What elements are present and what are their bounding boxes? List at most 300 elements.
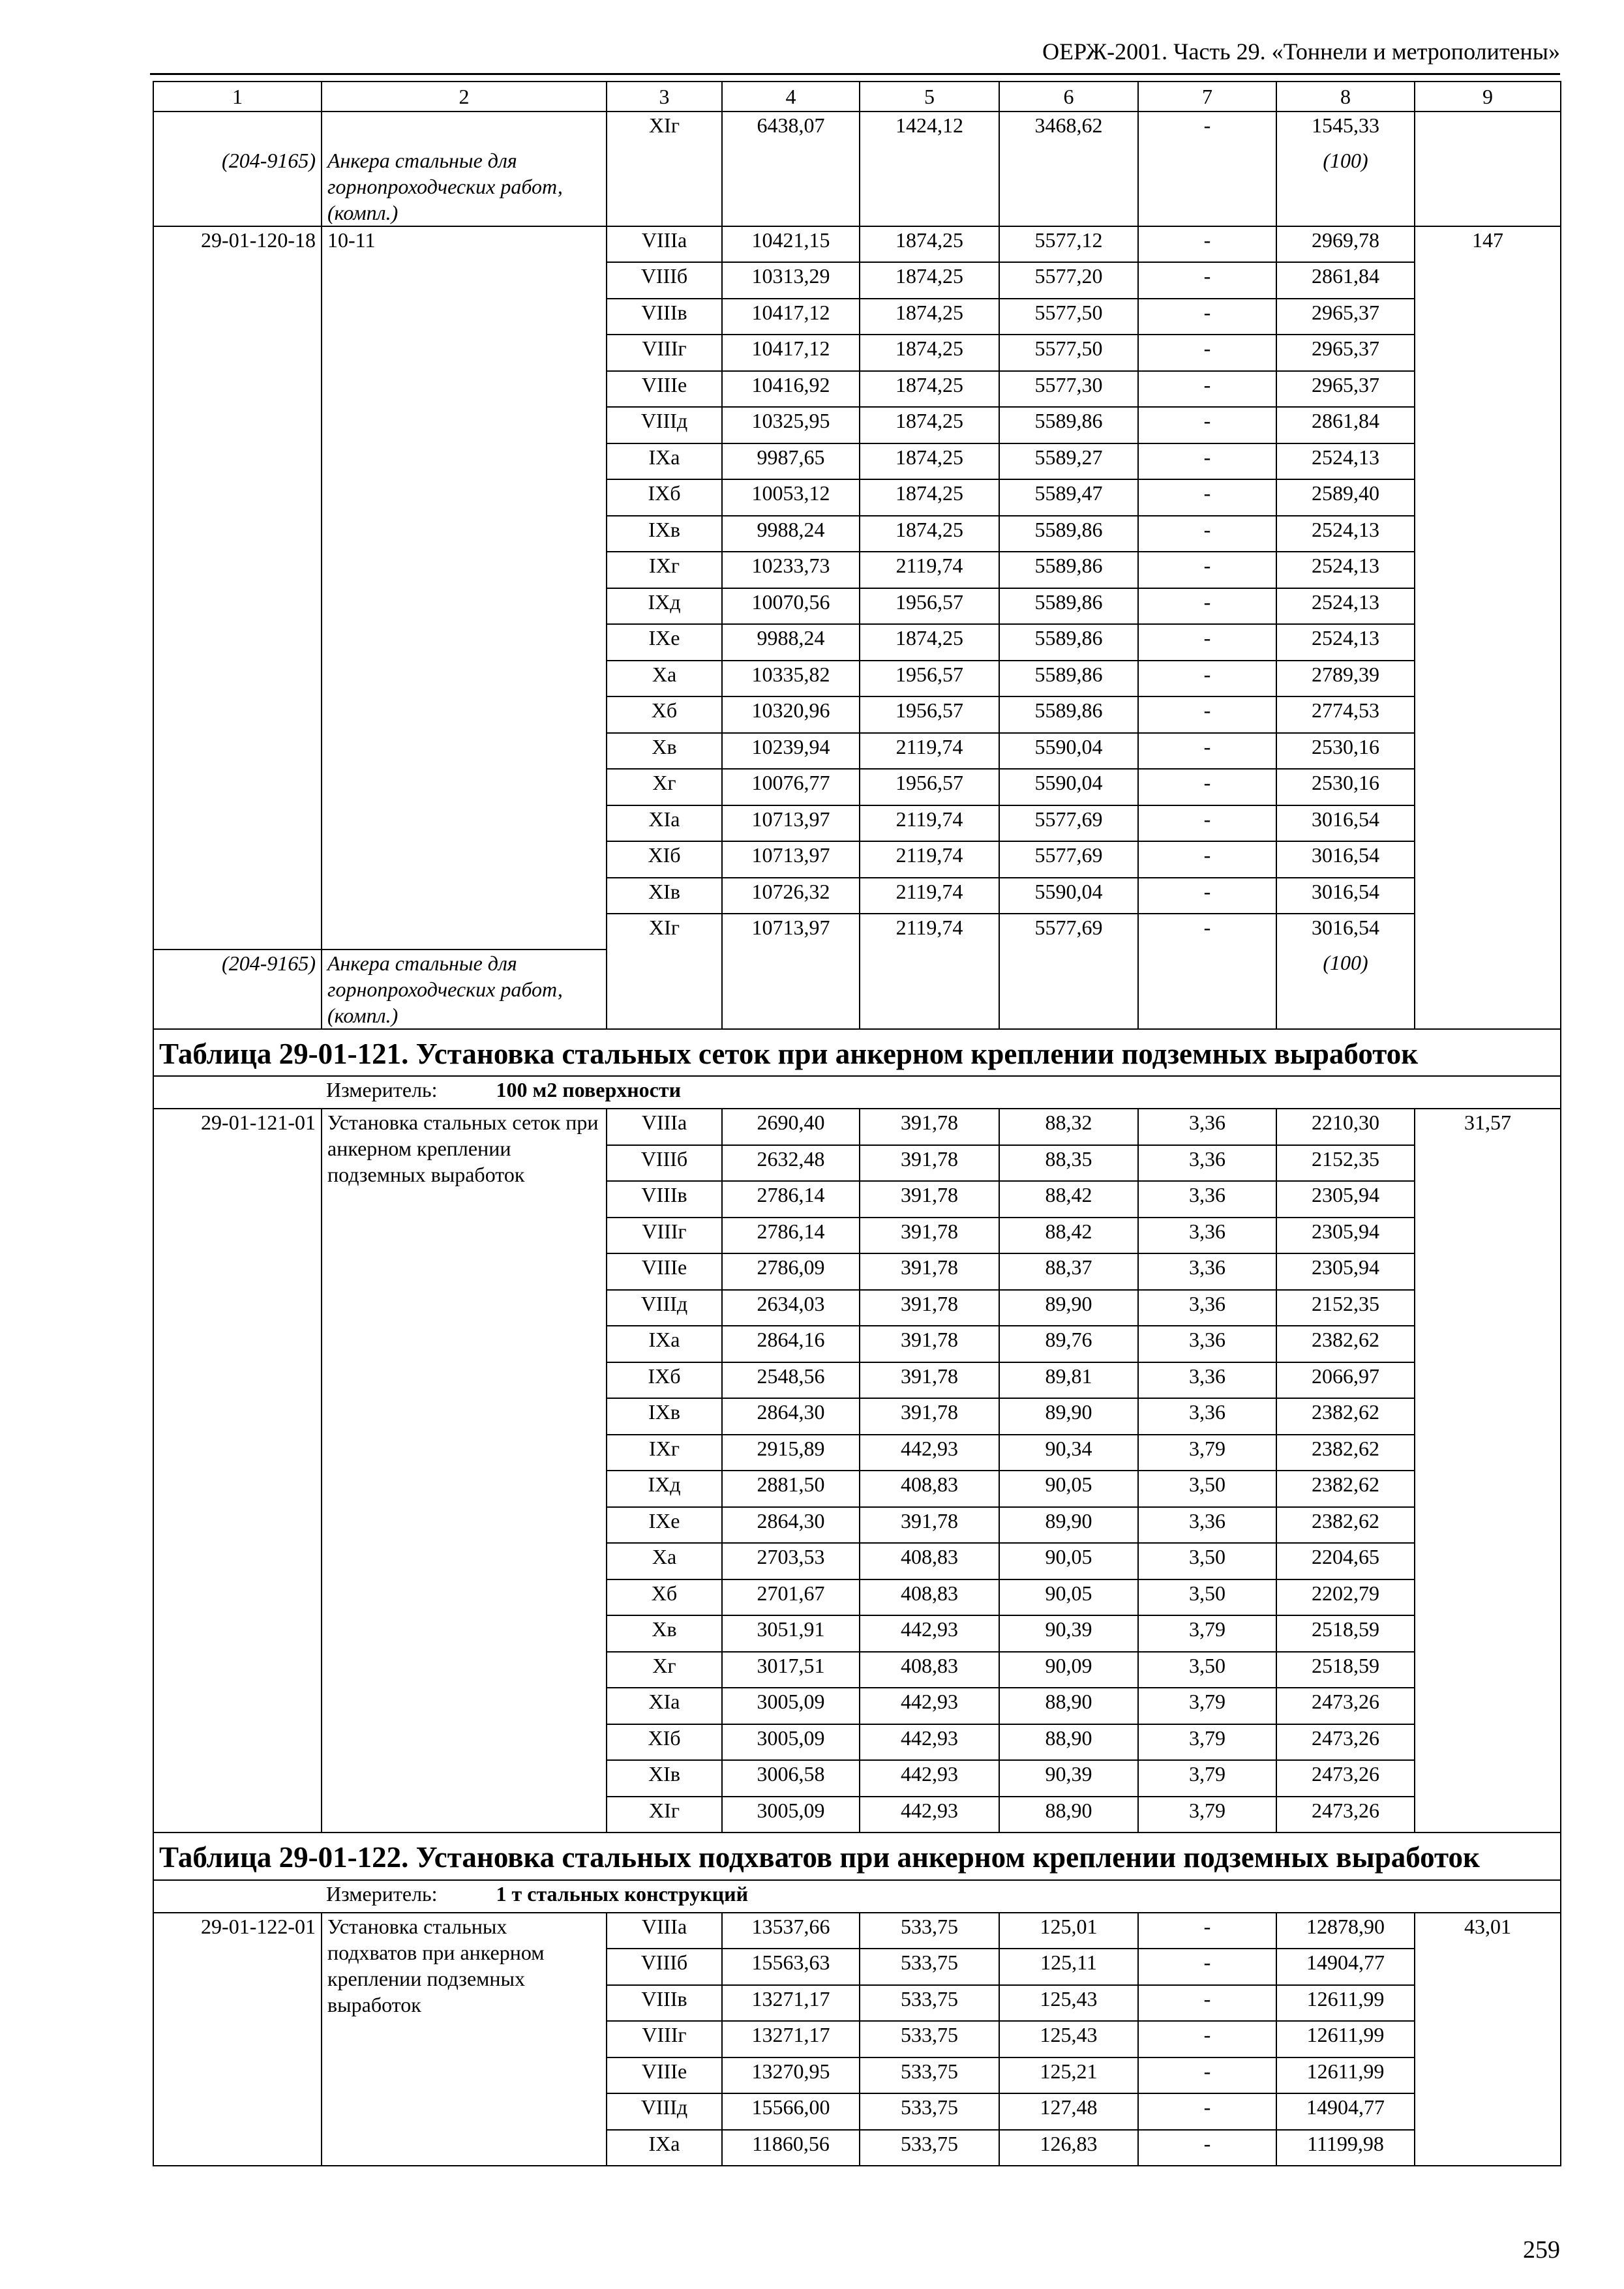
value-c5: 408,83	[860, 1543, 999, 1579]
value-c6: 90,34	[999, 1435, 1138, 1471]
value-c4: 2915,89	[722, 1435, 860, 1471]
value-c6: 88,42	[999, 1218, 1138, 1254]
value-c7: 3,36	[1138, 1507, 1276, 1544]
value-c4: 2701,67	[722, 1579, 860, 1616]
resource-group: IXб	[607, 479, 722, 516]
value-c6: 90,05	[999, 1579, 1138, 1616]
resource-group: IXд	[607, 1471, 722, 1507]
column-number: 1	[153, 82, 322, 112]
value-c5: 1956,57	[860, 696, 999, 733]
value-c5: 533,75	[860, 2093, 999, 2130]
value-c8: 2204,65	[1276, 1543, 1415, 1579]
value-c4: 6438,07	[722, 112, 860, 147]
value-c7: 3,36	[1138, 1362, 1276, 1399]
value-c8: 1545,33	[1276, 112, 1415, 147]
value-c5: 391,78	[860, 1326, 999, 1362]
empty-cell	[999, 950, 1138, 1029]
value-c7: 3,36	[1138, 1290, 1276, 1326]
value-c8: 12611,99	[1276, 2057, 1415, 2094]
value-c5: 1956,57	[860, 588, 999, 625]
rate-name: Установка стальных сеток при анкерном креплении подземных выработок	[322, 1109, 607, 1833]
value-c8: 2789,39	[1276, 661, 1415, 697]
resource-group: XIб	[607, 1724, 722, 1761]
value-c7: -	[1138, 805, 1276, 842]
page-header: ОЕРЖ-2001. Часть 29. «Тоннели и метрополитены»	[1042, 38, 1560, 65]
column-number: 5	[860, 82, 999, 112]
value-c5: 2119,74	[860, 878, 999, 914]
resource-group: Xб	[607, 1579, 722, 1616]
value-c5: 533,75	[860, 2130, 999, 2166]
value-c5: 391,78	[860, 1253, 999, 1290]
resource-group: XIа	[607, 805, 722, 842]
value-c5: 1874,25	[860, 443, 999, 480]
resource-group: VIIIб	[607, 1145, 722, 1182]
resource-group: VIIIе	[607, 2057, 722, 2094]
value-c8: 2774,53	[1276, 696, 1415, 733]
value-c6: 89,90	[999, 1398, 1138, 1435]
column-number: 7	[1138, 82, 1276, 112]
column-number-row	[153, 82, 1561, 112]
material-code: (204-9165)	[153, 147, 322, 226]
value-c4: 11860,56	[722, 2130, 860, 2166]
measure-cell	[153, 1880, 1561, 1913]
value-c7: -	[1138, 407, 1276, 443]
resource-group: IXе	[607, 1507, 722, 1544]
value-c8: 2382,62	[1276, 1398, 1415, 1435]
resource-group: XIв	[607, 878, 722, 914]
resource-group: VIIIе	[607, 1253, 722, 1290]
empty-cell	[999, 147, 1138, 226]
value-c6: 5577,30	[999, 371, 1138, 408]
value-c7: 3,79	[1138, 1688, 1276, 1724]
value-c8: 14904,77	[1276, 1949, 1415, 1985]
value-c7: 3,36	[1138, 1109, 1276, 1145]
material-name: Анкера стальные для горнопроходческих работ, (компл.)	[322, 950, 607, 1029]
value-c6: 88,90	[999, 1688, 1138, 1724]
value-c5: 408,83	[860, 1652, 999, 1688]
value-c8: 2969,78	[1276, 226, 1415, 263]
resource-group: VIIIд	[607, 407, 722, 443]
resource-group: XIг	[607, 914, 722, 950]
value-c4: 2786,14	[722, 1218, 860, 1254]
value-c7: -	[1138, 2130, 1276, 2166]
value-c4: 10053,12	[722, 479, 860, 516]
value-c5: 442,93	[860, 1435, 999, 1471]
rate-name: Установка стальных подхватов при анкерном креплении подземных выработок	[322, 1913, 607, 2166]
value-c6: 90,39	[999, 1760, 1138, 1797]
value-c8: 2518,59	[1276, 1615, 1415, 1652]
empty-cell	[607, 950, 722, 1029]
value-c5: 408,83	[860, 1579, 999, 1616]
resource-group: VIIIе	[607, 371, 722, 408]
column-number: 4	[722, 82, 860, 112]
value-c7: -	[1138, 1985, 1276, 2022]
value-c5: 1874,25	[860, 299, 999, 335]
value-c8: 2473,26	[1276, 1797, 1415, 1833]
value-c8: 2524,13	[1276, 624, 1415, 661]
value-c7: 3,36	[1138, 1181, 1276, 1218]
value-c7: -	[1138, 661, 1276, 697]
value-c4: 3005,09	[722, 1688, 860, 1724]
value-c8: 2382,62	[1276, 1507, 1415, 1544]
value-c8: 11199,98	[1276, 2130, 1415, 2166]
value-c5: 391,78	[860, 1362, 999, 1399]
value-c4: 2864,16	[722, 1326, 860, 1362]
resource-group: VIIIд	[607, 1290, 722, 1326]
value-c6: 5577,20	[999, 262, 1138, 299]
value-c5: 442,93	[860, 1760, 999, 1797]
value-c5: 1874,25	[860, 371, 999, 408]
value-c6: 88,42	[999, 1181, 1138, 1218]
value-c7: -	[1138, 588, 1276, 625]
value-c5: 442,93	[860, 1688, 999, 1724]
value-c8: 2965,37	[1276, 299, 1415, 335]
value-c8: 2473,26	[1276, 1724, 1415, 1761]
value-c8: 2382,62	[1276, 1435, 1415, 1471]
value-c4: 10713,97	[722, 805, 860, 842]
code-cell	[153, 112, 322, 147]
value-c4: 10070,56	[722, 588, 860, 625]
column-number: 6	[999, 82, 1138, 112]
value-c4: 13271,17	[722, 1985, 860, 2022]
value-c8: 12878,90	[1276, 1913, 1415, 1949]
value-c7: -	[1138, 299, 1276, 335]
column-number: 3	[607, 82, 722, 112]
value-c8: 2473,26	[1276, 1760, 1415, 1797]
value-c4: 10320,96	[722, 696, 860, 733]
empty-cell	[607, 147, 722, 226]
value-c4: 2881,50	[722, 1471, 860, 1507]
value-c7: -	[1138, 878, 1276, 914]
resource-group: VIIIв	[607, 1181, 722, 1218]
resource-group: Xг	[607, 769, 722, 805]
empty-cell	[860, 147, 999, 226]
table-row	[153, 112, 1561, 147]
value-c5: 1874,25	[860, 479, 999, 516]
value-c4: 3005,09	[722, 1797, 860, 1833]
value-c4: 2634,03	[722, 1290, 860, 1326]
header-rule	[150, 73, 1560, 75]
value-c5: 2119,74	[860, 733, 999, 770]
measure	[159, 1881, 1555, 1907]
value-c5: 442,93	[860, 1724, 999, 1761]
value-c5: 391,78	[860, 1218, 999, 1254]
value-c4: 13537,66	[722, 1913, 860, 1949]
value-c5: 408,83	[860, 1471, 999, 1507]
value-c8: 3016,54	[1276, 805, 1415, 842]
value-c5: 533,75	[860, 2057, 999, 2094]
value-c7: -	[1138, 552, 1276, 588]
value-c7: -	[1138, 371, 1276, 408]
value-c7: 3,79	[1138, 1760, 1276, 1797]
value-c6: 125,43	[999, 1985, 1138, 2022]
value-c8: 2152,35	[1276, 1290, 1415, 1326]
resource-group: Xв	[607, 733, 722, 770]
value-c5: 533,75	[860, 1913, 999, 1949]
value-c6: 5589,86	[999, 661, 1138, 697]
table-title-row	[153, 1833, 1561, 1880]
resource-group: VIIIв	[607, 1985, 722, 2022]
value-c8: 2305,94	[1276, 1218, 1415, 1254]
value-c6: 88,90	[999, 1797, 1138, 1833]
material-code: (204-9165)	[153, 950, 322, 1029]
resource-group: Xг	[607, 1652, 722, 1688]
value-c7: -	[1138, 443, 1276, 480]
value-c6: 3468,62	[999, 112, 1138, 147]
value-c7: -	[1138, 914, 1276, 950]
value-c6: 5577,69	[999, 841, 1138, 878]
value-c5: 1874,25	[860, 262, 999, 299]
resource-group: VIIIа	[607, 1109, 722, 1145]
value-c7: 3,79	[1138, 1615, 1276, 1652]
empty-cell	[860, 950, 999, 1029]
value-c4: 3017,51	[722, 1652, 860, 1688]
measure-value: 1 т стальных конструкций	[496, 1881, 749, 1906]
table-row	[153, 1913, 1561, 1949]
value-c8: 2524,13	[1276, 588, 1415, 625]
value-c6: 5589,27	[999, 443, 1138, 480]
measure-label: Измеритель:	[326, 1881, 438, 1906]
value-c7: 3,36	[1138, 1218, 1276, 1254]
value-c7: 3,36	[1138, 1253, 1276, 1290]
resource-group: Xа	[607, 661, 722, 697]
empty-cell	[1138, 147, 1276, 226]
value-c5: 2119,74	[860, 841, 999, 878]
value-c6: 5589,86	[999, 696, 1138, 733]
value-c6: 88,32	[999, 1109, 1138, 1145]
value-c7: -	[1138, 516, 1276, 552]
value-c6: 89,81	[999, 1362, 1138, 1399]
value-c7: -	[1138, 262, 1276, 299]
value-c4: 3006,58	[722, 1760, 860, 1797]
value-c8: 2524,13	[1276, 516, 1415, 552]
value-c4: 10233,73	[722, 552, 860, 588]
value-c9: 147	[1415, 226, 1561, 1029]
value-c6: 5577,50	[999, 299, 1138, 335]
table-title: Таблица 29-01-121. Установка стальных сеток при анкерном креплении подземных выработок	[153, 1029, 1561, 1077]
value-c7: -	[1138, 733, 1276, 770]
table-row	[153, 1109, 1561, 1145]
empty-cell	[722, 147, 860, 226]
value-c5: 533,75	[860, 2021, 999, 2057]
value-c6: 5589,86	[999, 588, 1138, 625]
value-c4: 10421,15	[722, 226, 860, 263]
value-c7: -	[1138, 624, 1276, 661]
value-c4: 2864,30	[722, 1398, 860, 1435]
value-c7: -	[1138, 1913, 1276, 1949]
value-c6: 90,05	[999, 1471, 1138, 1507]
value-c8: 2861,84	[1276, 262, 1415, 299]
value-c6: 5589,86	[999, 552, 1138, 588]
resource-group: IXа	[607, 1326, 722, 1362]
resource-group: IXд	[607, 588, 722, 625]
value-c7: -	[1138, 226, 1276, 263]
material-qty: (100)	[1276, 147, 1415, 226]
value-c6: 127,48	[999, 2093, 1138, 2130]
value-c8: 2152,35	[1276, 1145, 1415, 1182]
value-c7: 3,50	[1138, 1543, 1276, 1579]
resource-group: XIа	[607, 1688, 722, 1724]
resource-group: IXа	[607, 2130, 722, 2166]
value-c7: -	[1138, 2093, 1276, 2130]
rate-code: 29-01-121-01	[153, 1109, 322, 1833]
resource-group: IXг	[607, 1435, 722, 1471]
value-c5: 2119,74	[860, 914, 999, 950]
value-c5: 1874,25	[860, 335, 999, 371]
value-c6: 5589,86	[999, 624, 1138, 661]
value-c8: 14904,77	[1276, 2093, 1415, 2130]
value-c7: -	[1138, 769, 1276, 805]
resource-group: VIIIг	[607, 2021, 722, 2057]
value-c7: 3,36	[1138, 1326, 1276, 1362]
value-c6: 5589,86	[999, 407, 1138, 443]
value-c5: 1424,12	[860, 112, 999, 147]
value-c5: 391,78	[860, 1290, 999, 1326]
value-c4: 10313,29	[722, 262, 860, 299]
resource-group: VIIIб	[607, 1949, 722, 1985]
resource-group: IXе	[607, 624, 722, 661]
value-c8: 2530,16	[1276, 769, 1415, 805]
value-c7: -	[1138, 841, 1276, 878]
value-c4: 10417,12	[722, 299, 860, 335]
resource-group: VIIIв	[607, 299, 722, 335]
resource-group: IXв	[607, 1398, 722, 1435]
value-c6: 89,90	[999, 1507, 1138, 1544]
value-c5: 1874,25	[860, 516, 999, 552]
rate-code: 29-01-120-18	[153, 226, 322, 950]
resource-group: XIг	[607, 1797, 722, 1833]
value-c4: 2864,30	[722, 1507, 860, 1544]
value-c4: 2632,48	[722, 1145, 860, 1182]
value-c7: -	[1138, 335, 1276, 371]
value-c8: 2382,62	[1276, 1471, 1415, 1507]
value-c5: 442,93	[860, 1615, 999, 1652]
value-c8: 2202,79	[1276, 1579, 1415, 1616]
resource-group: XIг	[607, 112, 722, 147]
value-c9: 43,01	[1415, 1913, 1561, 2166]
value-c8: 3016,54	[1276, 914, 1415, 950]
resource-group: VIIIб	[607, 262, 722, 299]
rate-code: 29-01-122-01	[153, 1913, 322, 2166]
value-c8: 3016,54	[1276, 841, 1415, 878]
value-c8: 2965,37	[1276, 371, 1415, 408]
value-c4: 13271,17	[722, 2021, 860, 2057]
value-c6: 89,90	[999, 1290, 1138, 1326]
value-c6: 89,76	[999, 1326, 1138, 1362]
value-c7: -	[1138, 696, 1276, 733]
value-c4: 2786,14	[722, 1181, 860, 1218]
empty-cell	[1415, 147, 1561, 226]
measure-row	[153, 1880, 1561, 1913]
value-c6: 5590,04	[999, 733, 1138, 770]
value-c8: 2473,26	[1276, 1688, 1415, 1724]
value-c6: 90,05	[999, 1543, 1138, 1579]
value-c7: -	[1138, 479, 1276, 516]
table-row	[153, 226, 1561, 263]
material-row	[153, 147, 1561, 226]
value-c4: 2786,09	[722, 1253, 860, 1290]
value-c4: 2690,40	[722, 1109, 860, 1145]
table-title: Таблица 29-01-122. Установка стальных подхватов при анкерном креплении подземных выработок	[153, 1833, 1561, 1880]
value-c6: 5590,04	[999, 769, 1138, 805]
value-c4: 3051,91	[722, 1615, 860, 1652]
value-c7: 3,36	[1138, 1398, 1276, 1435]
value-c8: 2861,84	[1276, 407, 1415, 443]
value-c6: 126,83	[999, 2130, 1138, 2166]
value-c7: -	[1138, 1949, 1276, 1985]
value-c5: 533,75	[860, 1985, 999, 2022]
value-c8: 2530,16	[1276, 733, 1415, 770]
resource-group: VIIIг	[607, 335, 722, 371]
value-c4: 10076,77	[722, 769, 860, 805]
value-c8: 3016,54	[1276, 878, 1415, 914]
value-c6: 125,43	[999, 2021, 1138, 2057]
resource-group: Xа	[607, 1543, 722, 1579]
value-c4: 10325,95	[722, 407, 860, 443]
value-c5: 391,78	[860, 1398, 999, 1435]
value-c7: 3,50	[1138, 1471, 1276, 1507]
value-c5: 391,78	[860, 1145, 999, 1182]
table-title-row	[153, 1029, 1561, 1077]
value-c6: 90,39	[999, 1615, 1138, 1652]
resource-group: VIIIа	[607, 1913, 722, 1949]
value-c8: 12611,99	[1276, 1985, 1415, 2022]
value-c4: 15566,00	[722, 2093, 860, 2130]
value-c4: 9988,24	[722, 624, 860, 661]
value-c8: 2518,59	[1276, 1652, 1415, 1688]
page-number: 259	[1523, 2236, 1560, 2264]
value-c4: 10417,12	[722, 335, 860, 371]
value-c6: 90,09	[999, 1652, 1138, 1688]
value-c4: 2548,56	[722, 1362, 860, 1399]
value-c6: 88,37	[999, 1253, 1138, 1290]
resource-group: XIв	[607, 1760, 722, 1797]
value-c8: 2524,13	[1276, 443, 1415, 480]
resource-group: IXг	[607, 552, 722, 588]
column-number: 9	[1415, 82, 1561, 112]
material-row	[153, 950, 1561, 1029]
resource-group: Xв	[607, 1615, 722, 1652]
value-c7: -	[1138, 112, 1276, 147]
measure-row	[153, 1076, 1561, 1109]
rate-name: 10-11	[322, 226, 607, 950]
value-c5: 2119,74	[860, 805, 999, 842]
value-c6: 5589,86	[999, 516, 1138, 552]
value-c6: 5577,69	[999, 805, 1138, 842]
value-c4: 9988,24	[722, 516, 860, 552]
value-c6: 5577,12	[999, 226, 1138, 263]
value-c4: 2703,53	[722, 1543, 860, 1579]
value-c6: 5577,50	[999, 335, 1138, 371]
resource-group: IXб	[607, 1362, 722, 1399]
resource-group: XIб	[607, 841, 722, 878]
value-c8: 2965,37	[1276, 335, 1415, 371]
value-c6: 5589,47	[999, 479, 1138, 516]
material-qty: (100)	[1276, 950, 1415, 1029]
rates-table	[153, 81, 1561, 2166]
value-c4: 10726,32	[722, 878, 860, 914]
value-c7: 3,50	[1138, 1579, 1276, 1616]
value-c4: 9987,65	[722, 443, 860, 480]
value-c6: 125,11	[999, 1949, 1138, 1985]
empty-cell	[722, 950, 860, 1029]
resource-group: VIIIа	[607, 226, 722, 263]
value-c5: 533,75	[860, 1949, 999, 1985]
value-c5: 1874,25	[860, 624, 999, 661]
value-c5: 1956,57	[860, 769, 999, 805]
value-c8: 2066,97	[1276, 1362, 1415, 1399]
value-c9: 31,57	[1415, 1109, 1561, 1833]
